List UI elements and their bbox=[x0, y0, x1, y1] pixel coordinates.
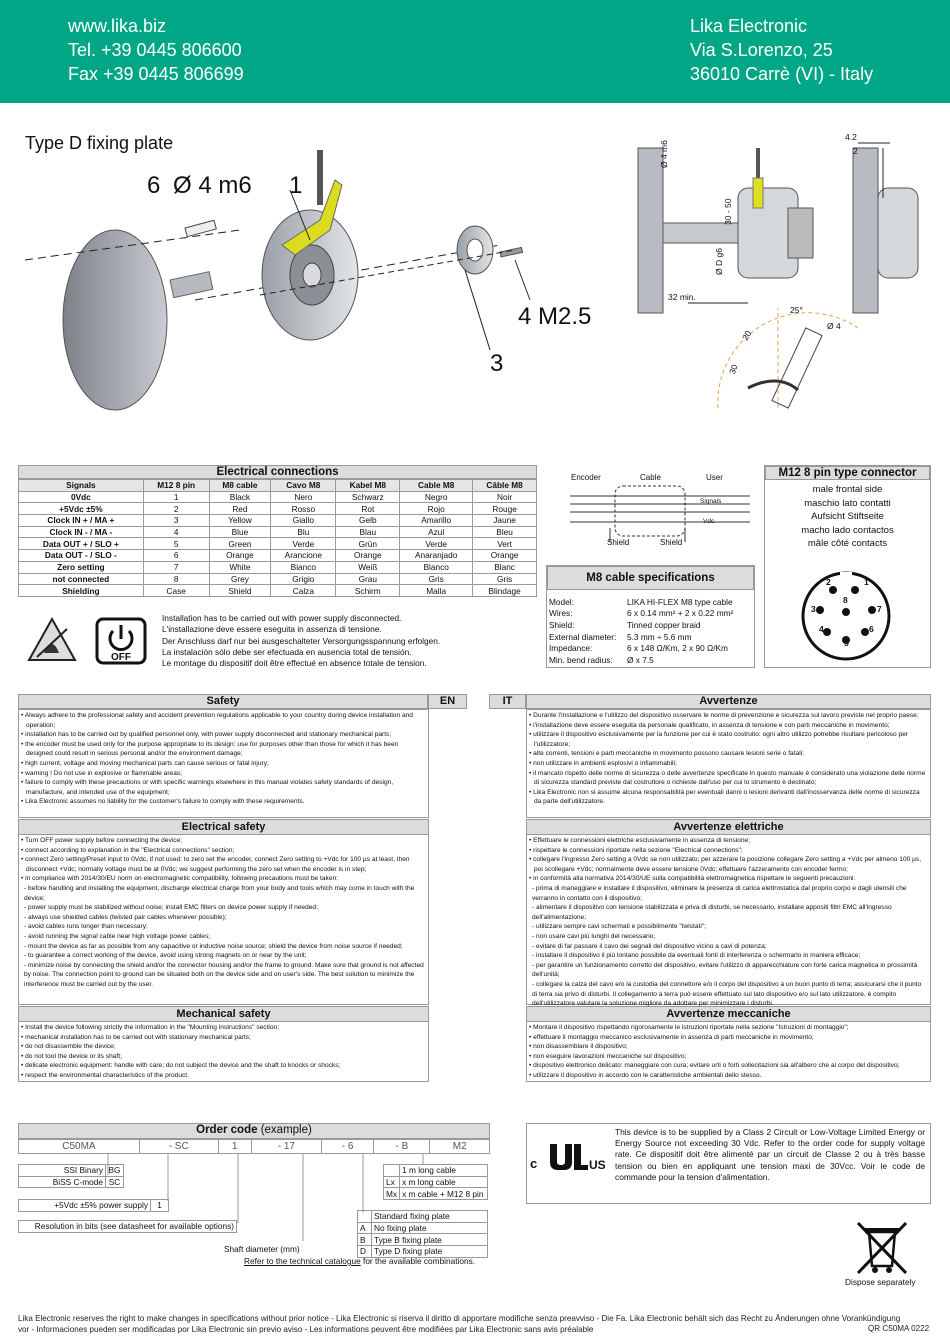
m12-line: male frontal side bbox=[812, 484, 883, 495]
bullet-item: • mechanical installation has to be carried out with stationary mechanical parts; bbox=[21, 1033, 251, 1041]
sub-item: - installare il dispositivo il più lontano possibile da eventuali fonti di interferenza o schermarlo in maniera efficace; bbox=[532, 952, 861, 960]
bullet-item: • in conformità alla normativa 2014/30/UE sulla compatibilità elettromagnetica rispettare le seguenti precauzioni: bbox=[529, 875, 856, 883]
elec-cell: Orange bbox=[209, 550, 271, 562]
code-resolution: - 17 bbox=[251, 1140, 321, 1154]
opt-power: +5Vdc ±5% power supply bbox=[19, 1200, 151, 1212]
m8-row bbox=[547, 642, 735, 654]
power-warning-text bbox=[162, 613, 440, 669]
elec-row bbox=[19, 550, 537, 562]
elec-cell: Gris bbox=[400, 573, 473, 585]
elec-cell: Grau bbox=[336, 573, 400, 585]
elec-cell: 5 bbox=[143, 538, 209, 550]
elec-cell: Green bbox=[209, 538, 271, 550]
power-line: La instalación sólo debe ser efectuada en ausencia total de tensión. bbox=[162, 646, 412, 657]
mechsafety-title: Mechanical safety bbox=[19, 1007, 428, 1022]
elec-cell: 1 bbox=[143, 491, 209, 503]
avvertenze-title: Avvertenze bbox=[526, 694, 931, 709]
interface-options bbox=[18, 1164, 124, 1188]
bullet-item: • l'installazione deve essere eseguita da personale qualificato, in assenza di tensione e con parti meccaniche in movimento; bbox=[529, 721, 890, 729]
opt-ssi: SSI Binary bbox=[19, 1165, 106, 1177]
avvmecc-title: Avvertenze meccaniche bbox=[527, 1007, 930, 1022]
m12-text bbox=[765, 483, 930, 551]
elec-row bbox=[19, 491, 537, 503]
sub-item: - prima di maneggiare e installare il dispositivo, eliminare la presenza di carica elettrostatica dal proprio corpo e dagli utensili che verranno in contatto con il dispositivo; bbox=[532, 884, 907, 902]
footer-line: Lika Electronic reserves the right to make changes in specifications without prior notice - Lika Electronic si riserva il diritto di apportare modifiche senza preavviso - Die Fa. Lika Electronic behält sich das Recht zu Änderungen ohne Vorankündigung bbox=[18, 1314, 901, 1323]
elec-cell: Blindage bbox=[473, 585, 537, 597]
bullet-item: • collegare l'ingresso Zero setting a 0Vdc se non utilizzato; per azzerare la posizione collegare Zero setting a +Vdc per almeno 100 µs, poi scollegare +Vdc; normalmente deve essere tensione 0Vdc; effettuare l'azzeramento con encoder fermo; bbox=[529, 856, 922, 873]
bullet-item: • utilizzare il dispositivo in accordo con le caratteristiche ambientali dello stesso. bbox=[529, 1071, 762, 1079]
col-header: Cavo M8 bbox=[271, 480, 336, 492]
safety-title: Safety bbox=[18, 694, 428, 709]
callout-qty: 6 bbox=[147, 172, 161, 199]
elec-cell: +5Vdc ±5% bbox=[19, 503, 144, 515]
pin-label: 3 bbox=[811, 604, 816, 614]
elec-cell: Anaranjado bbox=[400, 550, 473, 562]
elec-cell: 7 bbox=[143, 561, 209, 573]
resolution-options bbox=[18, 1220, 237, 1233]
bullet-item: • utilizzare il dispositivo esclusivamente per la funzione per cui è stato costruito: ogni altro utilizzo potrebbe risultare pericoloso per l'utilizzatore; bbox=[529, 731, 909, 748]
bullet-item: • Lika Electronic non si assume alcuna responsabilità per eventuali danni o lesioni derivanti dall'inosservanza delle norme di sicurezza da parte dell'utilizzatore. bbox=[529, 788, 920, 806]
opt-power-code: 1 bbox=[151, 1200, 169, 1212]
m8-cell: LIKA HI-FLEX M8 type cable bbox=[627, 596, 733, 607]
option-cell bbox=[384, 1165, 400, 1177]
elec-cell: Negro bbox=[400, 491, 473, 503]
option-cell: No fixing plate bbox=[372, 1222, 488, 1234]
option-cell bbox=[358, 1211, 372, 1223]
elec-cell: Rosso bbox=[271, 503, 336, 515]
avvertenze-elettriche-section bbox=[526, 819, 931, 1008]
option-cell: 1 m long cable bbox=[400, 1165, 488, 1177]
order-title: Order code bbox=[196, 1124, 258, 1136]
dim-offset-a: 4.2 bbox=[845, 132, 857, 142]
off-label: OFF bbox=[111, 652, 131, 663]
m8-spec-table bbox=[547, 596, 735, 666]
elec-cell: Nero bbox=[271, 491, 336, 503]
callout-plate: 1 bbox=[289, 172, 303, 199]
dim-pin-dia: Ø 4 m6 bbox=[659, 140, 669, 168]
code-supply: 1 bbox=[218, 1140, 251, 1154]
bullet-item: • the encoder must be used only for the purpose appropriate to its design: use for purposes other than those for which it has been designed could result in serious personal and/or the environment damage; bbox=[21, 740, 399, 758]
power-line: Installation has to be carried out with power supply disconnected. bbox=[162, 613, 402, 623]
elec-cell: Data OUT - / SLO - bbox=[19, 550, 144, 562]
code-shaft: - 6 bbox=[321, 1140, 374, 1154]
elecsafety-title: Electrical safety bbox=[19, 820, 428, 835]
option-cell: x m long cable bbox=[400, 1176, 488, 1188]
m8-cell: Model: bbox=[549, 596, 574, 607]
elec-cell: Jaune bbox=[473, 515, 537, 527]
m12-line: mâle côté contacts bbox=[807, 538, 888, 550]
safety-list bbox=[21, 711, 426, 807]
header-contacts bbox=[68, 14, 244, 86]
order-code-title bbox=[18, 1123, 490, 1139]
code-plate: - B bbox=[374, 1140, 430, 1154]
elec-row bbox=[19, 585, 537, 597]
electrical-connections bbox=[18, 465, 537, 597]
elec-cell: Verde bbox=[400, 538, 473, 550]
dim-angle: 25° bbox=[790, 305, 803, 315]
elec-cell: Blanc bbox=[473, 561, 537, 573]
elec-cell: Noir bbox=[473, 491, 537, 503]
wiring-signals: Signals bbox=[700, 498, 722, 505]
pin-label: 7 bbox=[877, 604, 882, 614]
avvelettr-list bbox=[529, 836, 928, 1009]
sub-item: - alimentare il dispositivo con tensione stabilizzata e priva di disturbi, se necessario, installare appositi filtri EMC all'ingresso dell'alimentazione; bbox=[532, 904, 892, 921]
pin-label: 8 bbox=[843, 595, 848, 605]
callout-pin: Ø 4 m6 bbox=[173, 172, 252, 199]
option-row bbox=[358, 1234, 488, 1246]
wiring-vdc: Vdc bbox=[703, 518, 715, 525]
bullet-item: • non utilizzare in ambienti esplosivi o infiammabili; bbox=[529, 759, 677, 767]
callout-screws: 4 M2.5 bbox=[518, 303, 592, 330]
elec-cell: White bbox=[209, 561, 271, 573]
m12-line: Aufsicht Stiftseite bbox=[811, 511, 884, 523]
elec-title: Electrical connections bbox=[18, 465, 537, 479]
elec-cell: Grün bbox=[336, 538, 400, 550]
bullet-item: • high current, voltage and moving mechanical parts can cause serious or fatal injury; bbox=[21, 759, 269, 767]
elec-cell: Shield bbox=[209, 585, 271, 597]
col-header: M8 cable bbox=[209, 480, 271, 492]
bullet-item: • delicate electronic equipment: handle with care; do not subject the device and the shaft to knocks or shocks; bbox=[21, 1062, 341, 1070]
elec-cell: Case bbox=[143, 585, 209, 597]
sub-item: - power supply must be stabilized without noise; install EMC filters on device power supply if needed; bbox=[24, 904, 318, 912]
catalogue-link[interactable]: Refer to the technical catalogue bbox=[244, 1256, 361, 1266]
bullet-item: • non eseguire lavorazioni meccaniche sul dispositivo; bbox=[529, 1052, 687, 1060]
fixing-plate-title: Type D fixing plate bbox=[25, 133, 174, 153]
col-header: Cable M8 bbox=[400, 480, 473, 492]
option-cell: Type D fixing plate bbox=[372, 1246, 488, 1258]
avvmecc-list bbox=[529, 1023, 928, 1081]
elec-cell: Rot bbox=[336, 503, 400, 515]
bullet-item: • do not tool the device or its shaft; bbox=[21, 1052, 122, 1060]
elec-cell: Zero setting bbox=[19, 561, 144, 573]
bullet-item: • dispositivo elettronico delicato: maneggiare con cura; evitare urti o forti sollecitazioni sia all'albero che al corpo del dispositivo; bbox=[529, 1062, 900, 1070]
m8-cable-specs bbox=[546, 565, 755, 668]
option-cell: D bbox=[358, 1246, 372, 1258]
bullet-item: • Montare il dispositivo rispettando rigorosamente le istruzioni riportate nella sezione "Istruzioni di montaggio"; bbox=[529, 1024, 849, 1031]
website: www.lika.biz bbox=[68, 16, 167, 36]
elec-cell: 3 bbox=[143, 515, 209, 527]
elec-cell: Clock IN - / MA - bbox=[19, 526, 144, 538]
bullet-item: • Durante l'installazione e l'utilizzo del dispositivo osservare le norme di prevenzione e sicurezza sul lavoro previste nel proprio paese; bbox=[529, 712, 919, 719]
elec-cell: Black bbox=[209, 491, 271, 503]
elec-cell: Malla bbox=[400, 585, 473, 597]
elec-cell: Schwarz bbox=[336, 491, 400, 503]
elec-cell: Yellow bbox=[209, 515, 271, 527]
bullet-item: • in compliance with 2014/30/EU norm on electromagnetic compatibility, following precautions must be taken: bbox=[21, 875, 339, 883]
sub-item: - per garantire un funzionamento corretto del dispositivo, evitare l'utilizzo di apparecchiature con forte carica magnetica in prossimità dell'unità; bbox=[532, 961, 918, 979]
elec-cell: Amarillo bbox=[400, 515, 473, 527]
order-subtitle: (example) bbox=[260, 1124, 312, 1136]
header-address bbox=[690, 14, 873, 86]
elec-cell: Blu bbox=[271, 526, 336, 538]
dim-depth: 30 - 50 bbox=[723, 198, 733, 225]
elec-cell: 8 bbox=[143, 573, 209, 585]
bullet-item: • respect the environmental characteristics of the product. bbox=[21, 1071, 189, 1079]
dimension-drawing bbox=[628, 128, 950, 418]
bullet-item: • connect according to explanation in the "Electrical connections" section; bbox=[21, 846, 235, 854]
cable-options bbox=[383, 1164, 488, 1200]
option-row bbox=[358, 1211, 488, 1223]
footer-line: vor - Informaciones pueden ser modificadas por Lika Electronic sin previo aviso - Les informations peuvent être modifiées par Lika Electronic sans avis préalable bbox=[18, 1325, 594, 1334]
bullet-item: • Turn OFF power supply before connecting the device; bbox=[21, 837, 183, 844]
street: Via S.Lorenzo, 25 bbox=[690, 40, 833, 60]
sub-item: - minimize noise by connecting the shield and/or the connector housing and/or the frame to ground. Make sure that ground is not affected by noise. The connection point to ground can be situated both on the device side and on user's side. The best solution to minimize the interference must be carried out by the user. bbox=[24, 961, 424, 988]
sub-item: - mount the device as far as possible from any capacitive or inductive noise source; shield the device from noise source if needed; bbox=[24, 942, 403, 950]
elec-cell: Grey bbox=[209, 573, 271, 585]
elec-cell: Orange bbox=[473, 550, 537, 562]
m8-cell: Min. bend radius: bbox=[549, 654, 613, 665]
wiring-shield-1: Shield bbox=[607, 538, 630, 547]
m8-title: M8 cable specifications bbox=[547, 566, 754, 590]
elec-cell: Rojo bbox=[400, 503, 473, 515]
elec-cell: Vert bbox=[473, 538, 537, 550]
m8-cell: Tinned copper braid bbox=[627, 619, 701, 630]
elec-cell: Giallo bbox=[271, 515, 336, 527]
lang-it: IT bbox=[489, 694, 526, 709]
dim-slot-a: 20 bbox=[740, 328, 754, 342]
esd-warning-icon bbox=[27, 617, 77, 662]
elec-cell: Grigio bbox=[271, 573, 336, 585]
m8-row bbox=[547, 631, 735, 643]
mechanical-safety-section bbox=[18, 1006, 429, 1082]
elec-cell: not connected bbox=[19, 573, 144, 585]
pin-label: 6 bbox=[869, 624, 874, 634]
sub-item: - collegare la calza del cavo e/o la custodia del connettore e/o il corpo del dispositivo a un buon punto di terra; assicurarsi che il punto di terra sia privo di disturbi. Il collegamento a terra può essere effettuato sul lato dispositivo e/o sul lato utilizzatore, è compito dell'utilizzatore valutare la soluzione migliore da adottare per minimizzare i disturbi. bbox=[532, 980, 922, 1008]
m12-line: maschio lato contatti bbox=[804, 497, 891, 509]
ul-c: c bbox=[530, 1156, 538, 1171]
elec-cell: 6 bbox=[143, 550, 209, 562]
dim-slot-b: 30 bbox=[727, 363, 740, 376]
avvertenze-list bbox=[529, 711, 928, 807]
m8-row bbox=[547, 608, 735, 620]
bullet-item: • Effettuare le connessioni elettriche esclusivamente in assenza di tensione; bbox=[529, 837, 751, 844]
supply-options bbox=[18, 1199, 169, 1212]
power-line: L'installazione deve essere eseguita in assenza di tensione. bbox=[162, 624, 382, 635]
elec-cell: Arancione bbox=[271, 550, 336, 562]
sub-item: - to guarantee a correct working of the device, avoid using strong magnets on or near by the unit; bbox=[24, 952, 307, 960]
m8-cell: Wires: bbox=[549, 608, 573, 619]
m8-row bbox=[547, 596, 735, 608]
elec-cell: 0Vdc bbox=[19, 491, 144, 503]
opt-resolution: Resolution in bits (see datasheet for available options) bbox=[19, 1221, 237, 1233]
elec-cell: Clock IN + / MA + bbox=[19, 515, 144, 527]
pin-label: 2 bbox=[826, 577, 831, 587]
page-header bbox=[0, 0, 950, 103]
elec-cell: Gris bbox=[473, 573, 537, 585]
mechsafety-list bbox=[21, 1023, 426, 1081]
option-cell: B bbox=[358, 1234, 372, 1246]
exploded-view-drawing bbox=[20, 150, 620, 415]
m8-cell: 6 x 0.14 mm² + 2 x 0.22 mm² bbox=[627, 608, 734, 619]
sub-item: - evitare di far passare il cavo dei segnali del dispositivo vicino a cavi di potenza; bbox=[532, 942, 767, 950]
elec-row bbox=[19, 573, 537, 585]
bullet-item: • non disassemblare il dispositivo; bbox=[529, 1043, 628, 1051]
elecsafety-list bbox=[21, 836, 426, 990]
elec-cell: Schirm bbox=[336, 585, 400, 597]
m8-cell: Impedance: bbox=[549, 643, 593, 654]
bullet-item: • alte correnti, tensioni e parti meccaniche in movimento possono causare lesioni serie o fatali; bbox=[529, 750, 804, 758]
elec-cell: 2 bbox=[143, 503, 209, 515]
avvelettr-title: Avvertenze elettriche bbox=[527, 820, 930, 835]
lang-en: EN bbox=[428, 694, 467, 709]
elec-cell: Shielding bbox=[19, 585, 144, 597]
wiring-user: User bbox=[706, 473, 723, 482]
elec-row bbox=[19, 503, 537, 515]
col-header: Câble M8 bbox=[473, 480, 537, 492]
option-cell: A bbox=[358, 1222, 372, 1234]
opt-biss-code: SC bbox=[106, 1176, 124, 1188]
page-footer bbox=[18, 1313, 933, 1335]
elec-cell: 4 bbox=[143, 526, 209, 538]
elec-row bbox=[19, 538, 537, 550]
dim-offset-b: 2 bbox=[853, 146, 858, 156]
elec-cell: Azul bbox=[400, 526, 473, 538]
elec-cell: Verde bbox=[271, 538, 336, 550]
elec-cell: Orange bbox=[336, 550, 400, 562]
option-row bbox=[358, 1222, 488, 1234]
elec-cell: Bianco bbox=[271, 561, 336, 573]
ul-text: This device is to be supplied by a Class 2 Circuit or Low-Voltage Limited Energy or Energy Source not exceeding 30 Vdc. Refer to the order code for supply voltage rate. Ce dispositif doit être alimenté par un circuit de Classe 2 ou à très basse tension ou bien en appliquant une tension maxi de 30Vcc. Voir le code de commande pour la tension d'alimentation. bbox=[615, 1127, 925, 1182]
elec-cell: Data OUT + / SLO + bbox=[19, 538, 144, 550]
fax: Fax +39 0445 806699 bbox=[68, 64, 244, 84]
option-row bbox=[384, 1165, 488, 1177]
pin-label: 4 bbox=[819, 624, 824, 634]
option-cell: x m cable + M12 8 pin bbox=[400, 1188, 488, 1200]
bullet-item: • effettuare il montaggio meccanico esclusivamente in assenza di parti meccaniche in movimento; bbox=[529, 1033, 814, 1041]
bullet-item: • Always adhere to the professional safety and accident prevention regulations applicable to your country during device installation and operation; bbox=[21, 712, 413, 729]
option-cell: Mx bbox=[384, 1188, 400, 1200]
option-row bbox=[384, 1188, 488, 1200]
option-row bbox=[384, 1176, 488, 1188]
bullet-item: • rispettare le connessioni riportate nella sezione "Electrical connections"; bbox=[529, 846, 743, 854]
m8-cell: Ø x 7.5 bbox=[627, 654, 654, 665]
elec-cell: Bleu bbox=[473, 526, 537, 538]
option-cell: Lx bbox=[384, 1176, 400, 1188]
phone: Tel. +39 0445 806600 bbox=[68, 40, 242, 60]
bullet-item: • connect Zero setting/Preset input to 0Vdc, if not used; to zero set the encoder, connect Zero setting to +Vdc for 100 µs at least, then disconnect +Vdc; normally voltage must be at 0Vdc; we suggest performing the zero set when the encoder is in step; bbox=[21, 856, 410, 873]
m8-row bbox=[547, 654, 735, 666]
bullet-item: • Lika Electronic assumes no liability for the customer's failure to comply with these requirements. bbox=[21, 798, 305, 806]
order-code-row bbox=[18, 1139, 490, 1154]
bullet-item: • warning ! Do not use in explosive or flammable areas; bbox=[21, 769, 183, 777]
plate-options bbox=[357, 1210, 488, 1258]
elec-cell: Weiß bbox=[336, 561, 400, 573]
col-header: M12 8 pin bbox=[143, 480, 209, 492]
weee-bin-icon bbox=[855, 1220, 909, 1276]
sub-item: - avoid running the signal cable near high voltage power cables; bbox=[24, 932, 211, 940]
sub-item: - always use shielded cables (twisted pair cables whenever possible); bbox=[24, 913, 227, 921]
code-model: C50MA bbox=[19, 1140, 140, 1154]
callout-collar: 3 bbox=[490, 350, 504, 377]
wiring-cable: Cable bbox=[640, 473, 661, 482]
wiring-encoder: Encoder bbox=[571, 473, 601, 482]
m12-title: M12 8 pin type connector bbox=[765, 466, 930, 480]
bullet-item: • failure to comply with these precautions or with specific warnings elsewhere in this manual violates safety standards of design, manufacture, and intended use of the equipment; bbox=[21, 779, 394, 796]
elec-row bbox=[19, 561, 537, 573]
elec-cell: Gelb bbox=[336, 515, 400, 527]
elec-cell: Blue bbox=[209, 526, 271, 538]
elec-header-row bbox=[19, 480, 537, 492]
option-cell: Standard fixing plate bbox=[372, 1211, 488, 1223]
elec-row bbox=[19, 526, 537, 538]
power-line: Der Anschluss darf nur bei ausgeschalteter Versorgungsspannung erfolgen. bbox=[162, 635, 441, 646]
m8-row bbox=[547, 619, 735, 631]
ul-us: US bbox=[589, 1158, 606, 1172]
doc-code: QR C50MA 0222 bbox=[868, 1324, 930, 1333]
dim-shaft-len: 32 min. bbox=[668, 292, 696, 302]
elec-cell: Calza bbox=[271, 585, 336, 597]
m8-cell: External diameter: bbox=[549, 631, 617, 642]
dim-shaft-dia: Ø D g6 bbox=[714, 248, 724, 275]
avvertenze-meccaniche-section bbox=[526, 1006, 931, 1082]
catalogue-note bbox=[244, 1256, 475, 1266]
bullet-item: • do not disassemble the device; bbox=[21, 1043, 116, 1051]
bullet-item: • installation has to be carried out by qualified personnel only, with power supply disconnected and stationary mechanical parts; bbox=[21, 731, 392, 739]
elec-cell: Red bbox=[209, 503, 271, 515]
m8-cell: 6 x 148 Ω/Km, 2 x 90 Ω/Km bbox=[627, 643, 728, 654]
bullet-item: • il mancato rispetto delle norme di sicurezza o delle avvertenze specificate in questo manuale è considerato una violazione delle norme di sicurezza standard previste dal costruttore o richieste dall'uso per cui lo strumento è destinato; bbox=[529, 769, 926, 787]
opt-ssi-code: BG bbox=[106, 1165, 124, 1177]
m8-cell: 5.3 mm ÷ 5.6 mm bbox=[627, 631, 692, 642]
col-header: Kabel M8 bbox=[336, 480, 400, 492]
bullet-item: • Install the device following strictly the information in the "Mounting instructions" section; bbox=[21, 1024, 280, 1031]
electrical-safety-section bbox=[18, 819, 429, 1005]
code-cable: M2 bbox=[430, 1140, 490, 1154]
elec-cell: Blanco bbox=[400, 561, 473, 573]
catalogue-note-rest: for the available combinations. bbox=[360, 1256, 476, 1266]
option-cell: Type B fixing plate bbox=[372, 1234, 488, 1246]
avvertenze-section bbox=[526, 709, 931, 818]
sub-item: - non usare cavi più lunghi del necessario; bbox=[532, 932, 656, 940]
elec-row bbox=[19, 515, 537, 527]
sub-item: - avoid cables runs longer than necessary; bbox=[24, 923, 148, 931]
city: 36010 Carrè (VI) - Italy bbox=[690, 64, 874, 84]
code-interface: - SC bbox=[139, 1140, 218, 1154]
pin-label: 1 bbox=[864, 577, 869, 587]
col-header: Signals bbox=[19, 480, 144, 492]
opt-biss: BiSS C-mode bbox=[19, 1176, 106, 1188]
power-line: Le montage du dispositif doit être effectué en absence totale de tension. bbox=[162, 658, 427, 669]
dim-hole-dia: Ø 4 bbox=[827, 321, 841, 331]
sub-item: - before handling and installing the equipment, discharge electrical charge from your body and tools which may come in touch with the device; bbox=[24, 884, 415, 902]
opt-shaft: Shaft diameter (mm) bbox=[224, 1244, 300, 1254]
safety-section bbox=[18, 709, 429, 818]
elec-cell: Rouge bbox=[473, 503, 537, 515]
dispose-label: Dispose separately bbox=[845, 1277, 916, 1287]
elec-cell: Blau bbox=[336, 526, 400, 538]
wiring-shield-2: Shield bbox=[660, 538, 683, 547]
m8-cell: Shield: bbox=[549, 619, 575, 630]
pin-label: 5 bbox=[844, 638, 849, 648]
m12-pinout-icon bbox=[800, 570, 892, 662]
elec-table bbox=[18, 479, 537, 597]
m12-line: macho lado contactos bbox=[801, 524, 894, 536]
company-name: Lika Electronic bbox=[690, 16, 808, 36]
sub-item: - utilizzare sempre cavi schermati e possibilmente "twistati"; bbox=[532, 923, 706, 931]
